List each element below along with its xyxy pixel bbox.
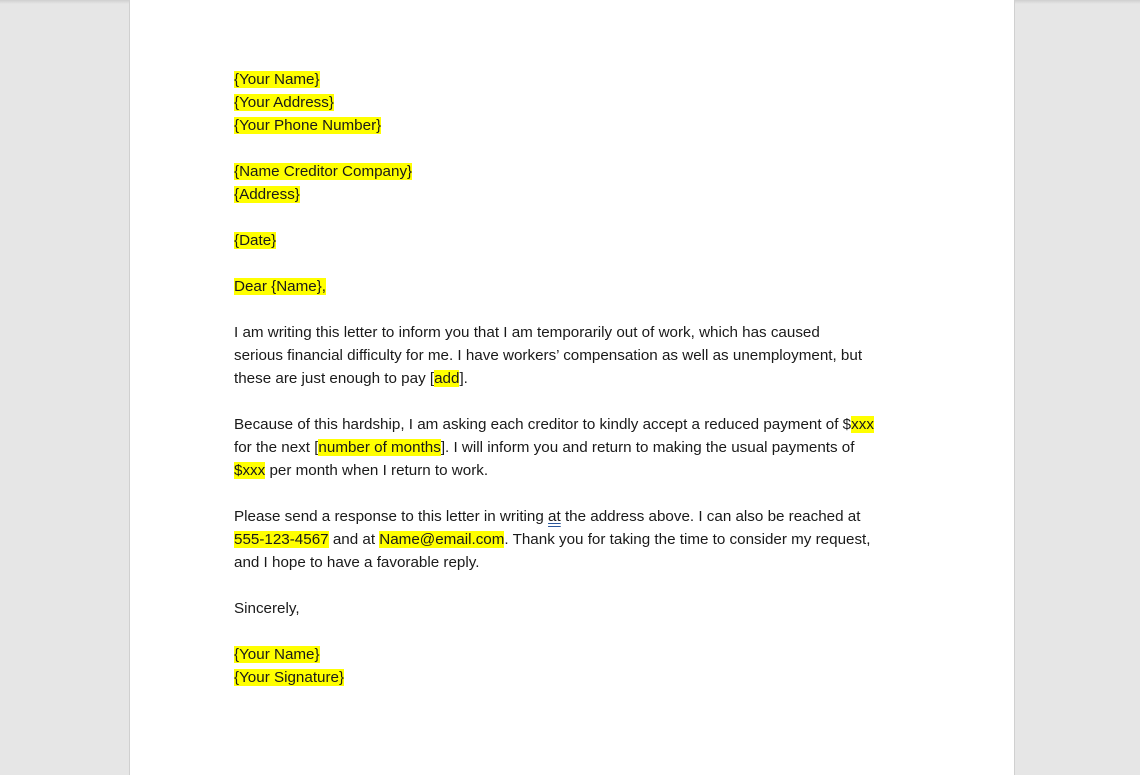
letter-body[interactable] [234,68,924,689]
para2-line1-pre: Because of this hardship, I am asking each creditor to kindly accept a reduced payment of $ [234,416,852,433]
recipient-address: {Address} [234,186,300,203]
para1-line3-pre: these are just enough to pay [ [234,370,435,387]
recipient-company: {Name Creditor Company} [234,163,413,180]
sender-address: {Your Address} [234,94,334,111]
placeholder-phone: 555-123-4567 [234,531,329,548]
salutation-line [234,275,924,298]
para1-line1: I am writing this letter to inform you that I am temporarily out of work, which has caused [234,324,820,341]
signoff-name: {Your Name} [234,646,320,663]
signoff-name-line [234,643,924,666]
sender-name-line [234,68,924,91]
salutation: Dear {Name}, [234,278,327,295]
sender-name: {Your Name} [234,71,320,88]
para2-line3-post: per month when I return to work. [265,462,489,479]
para1-line3 [234,367,924,390]
date-line [234,229,924,252]
recipient-address-line [234,183,924,206]
para2-line2-post: ]. I will inform you and return to making the usual payments of [440,439,855,456]
sender-address-line [234,91,924,114]
document-page[interactable] [129,0,1015,775]
para2-line2-pre: for the next [ [234,439,319,456]
sender-phone: {Your Phone Number} [234,117,382,134]
closing-line: Sincerely, [234,600,300,617]
para3-line1-post: the address above. I can also be reached at [560,508,861,525]
para2-line3 [234,459,924,482]
para3-line1-pre: Please send a response to this letter in writing [234,508,549,525]
para1-line2: serious financial difficulty for me. I have workers’ compensation as well as unemployment, but [234,347,863,364]
placeholder-email: Name@email.com [379,531,505,548]
placeholder-amount-usual: $xxx [234,462,266,479]
placeholder-months: number of months [318,439,441,456]
para3-line3: and I hope to have a favorable reply. [234,554,480,571]
recipient-company-line [234,160,924,183]
para3-line2 [234,528,924,551]
para2-line1 [234,413,924,436]
para3-mid: and at [328,531,380,548]
placeholder-add: add [434,370,460,387]
para3-line2-post: . Thank you for taking the time to consider my request, [504,531,871,548]
grammar-flag-at[interactable]: at [548,508,561,525]
para3-line1 [234,505,924,528]
para1-line3-post: ]. [459,370,468,387]
signoff-signature-line [234,666,924,689]
para2-line2 [234,436,924,459]
placeholder-amount-reduced: xxx [851,416,874,433]
signoff-signature: {Your Signature} [234,669,345,686]
sender-phone-line [234,114,924,137]
date-field: {Date} [234,232,277,249]
